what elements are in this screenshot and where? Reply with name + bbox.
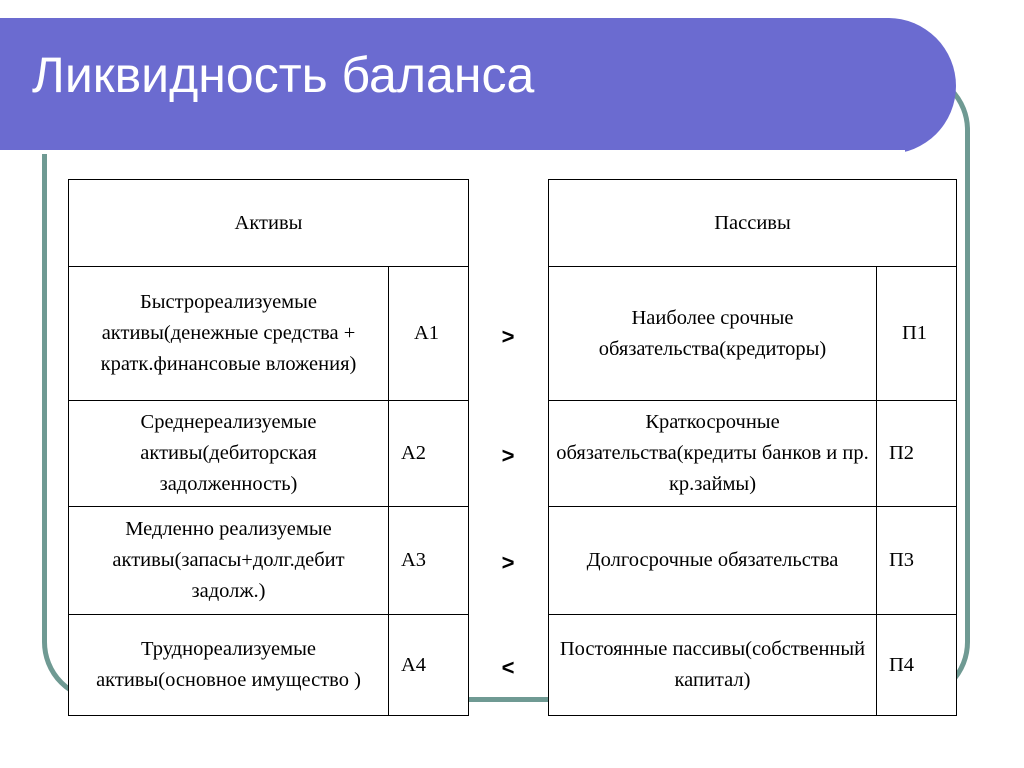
liability-code: П4 (877, 615, 957, 716)
comparison-sign: < (501, 655, 515, 680)
liability-code: П1 (877, 267, 957, 401)
banner-underline (0, 150, 905, 154)
asset-name: Медленно реализуемые активы(запасы+долг.дебит задолж.) (69, 507, 389, 615)
liabilities-header: Пассивы (549, 180, 957, 267)
liability-name: Краткосрочные обязательства(кредиты банков и пр. кр.займы) (549, 401, 877, 507)
liability-code: П2 (877, 401, 957, 507)
asset-code: А2 (389, 401, 469, 507)
liability-code: П3 (877, 507, 957, 615)
liability-name: Наиболее срочные обязательства(кредиторы) (549, 267, 877, 401)
liability-name: Постоянные пассивы(собственный капитал) (549, 615, 877, 716)
asset-name: Среднереализуемые активы(дебиторская задолженность) (69, 401, 389, 507)
asset-code: А3 (389, 507, 469, 615)
assets-table (68, 179, 469, 716)
liabilities-table (548, 179, 957, 716)
comparison-sign: > (501, 550, 515, 575)
asset-code: А1 (389, 267, 469, 401)
slide-title: Ликвидность баланса (32, 47, 535, 103)
comparison-sign: > (501, 443, 515, 468)
liability-name: Долгосрочные обязательства (549, 507, 877, 615)
assets-header: Активы (69, 180, 469, 267)
asset-code: А4 (389, 615, 469, 716)
asset-name: Быстрореализуемые активы(денежные средства + кратк.финансовые вложения) (69, 267, 389, 401)
asset-name: Труднореализуемые активы(основное имущество ) (69, 615, 389, 716)
comparison-sign: > (501, 324, 515, 349)
